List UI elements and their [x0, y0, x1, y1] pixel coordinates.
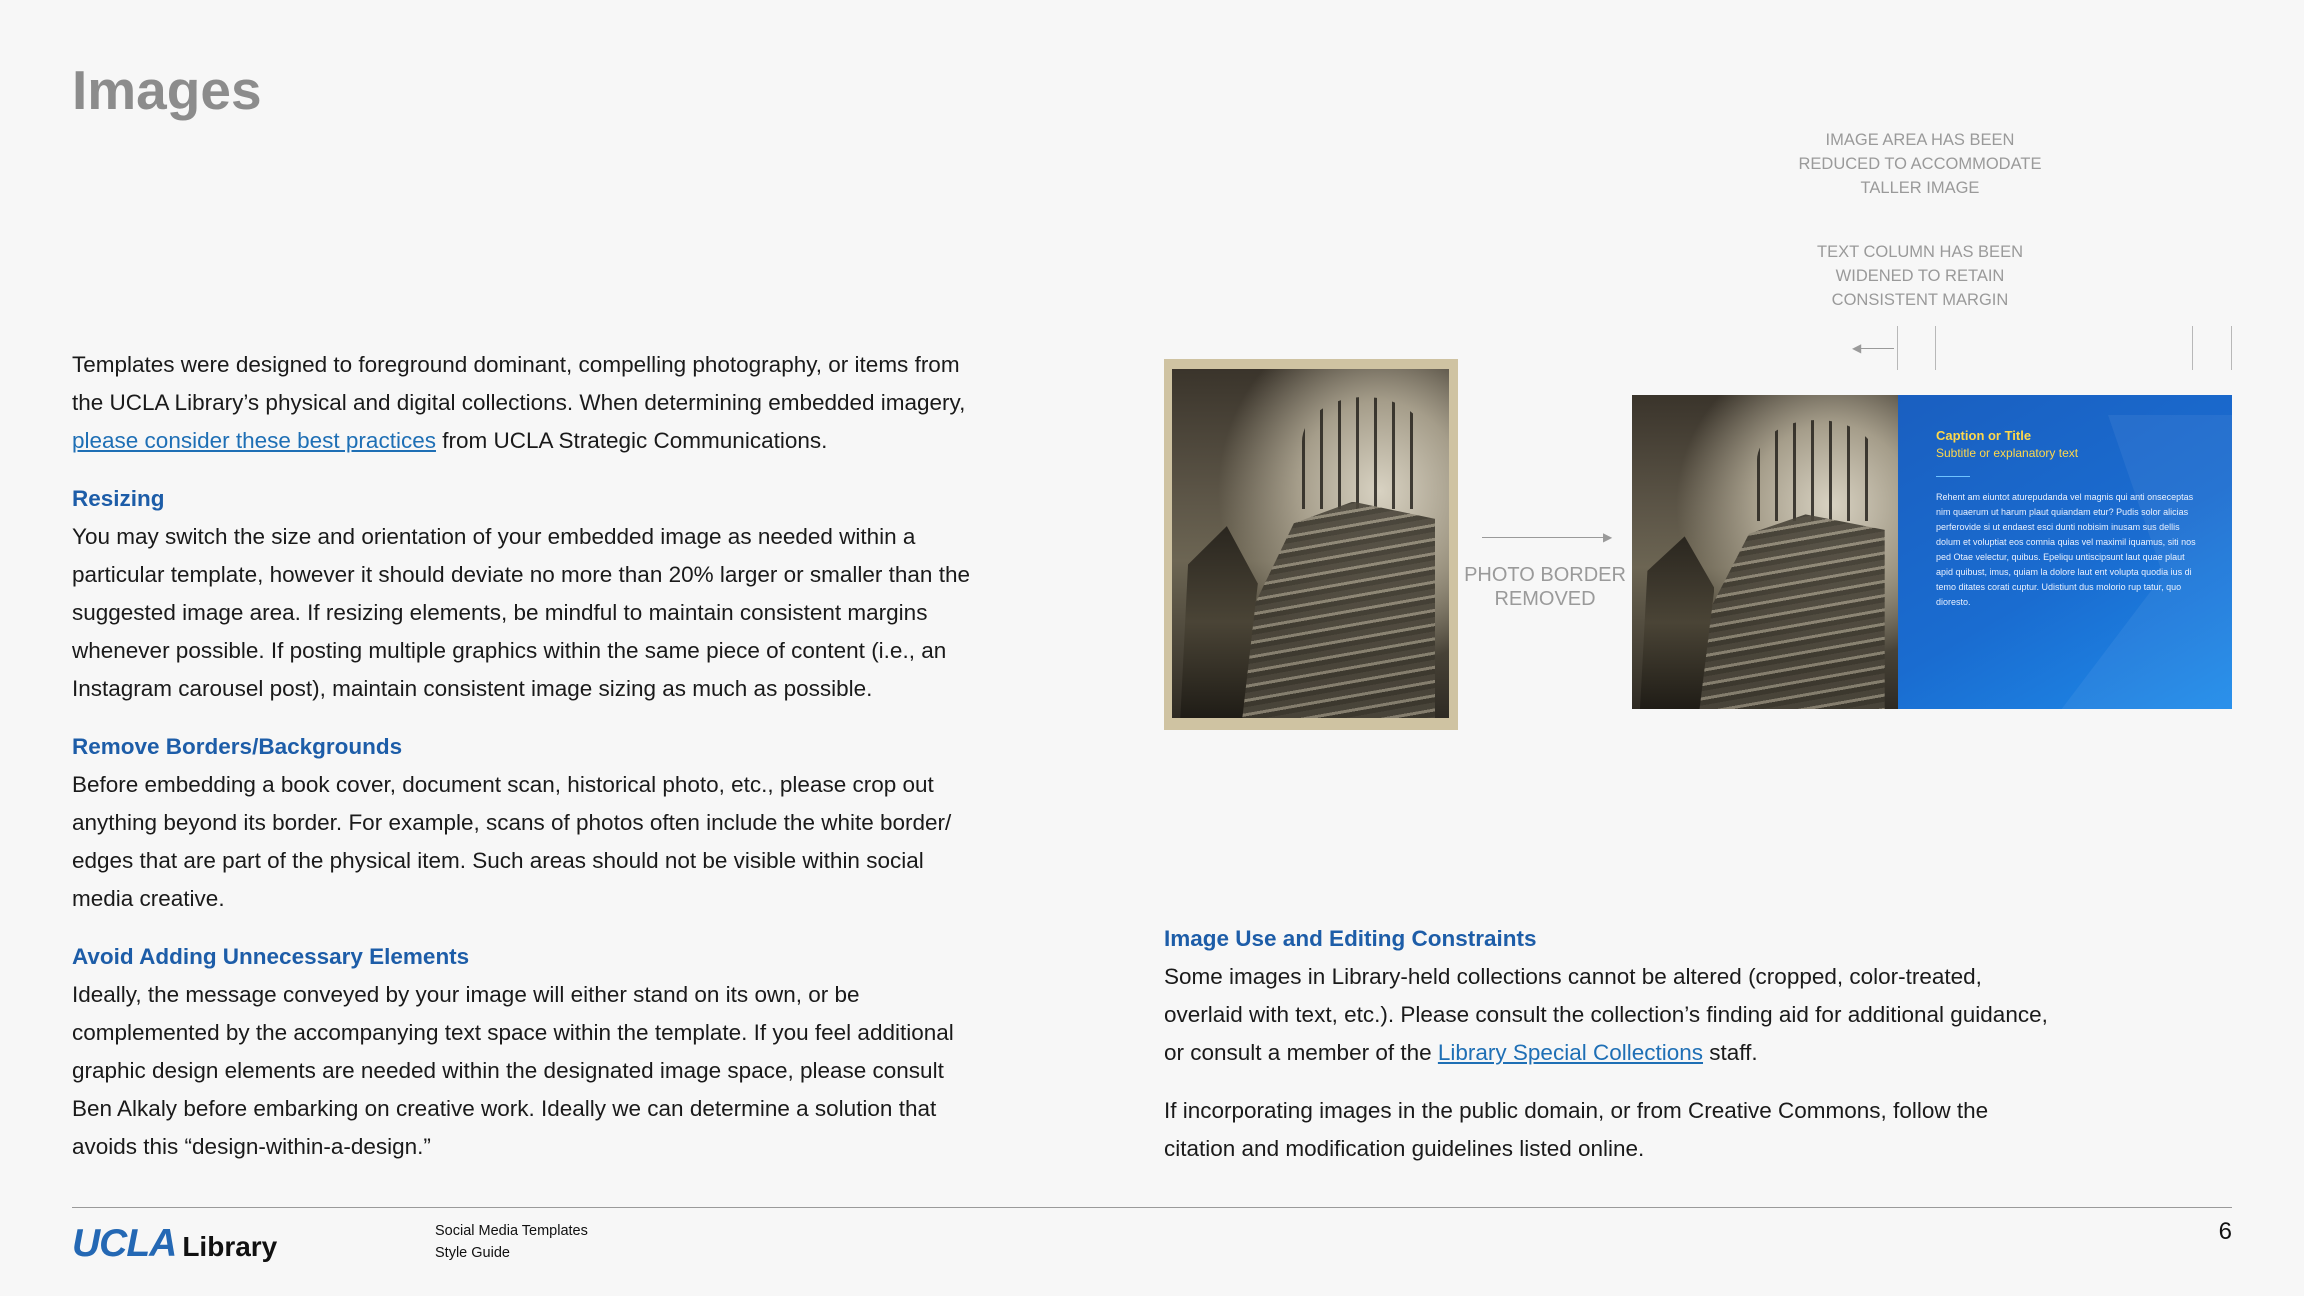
text-column-note: TEXT COLUMN HAS BEEN WIDENED TO RETAIN CONSISTENT MARGIN — [1817, 243, 2023, 309]
cropped-photo — [1632, 395, 1898, 709]
elements-body: Ideally, the message conveyed by your image will either stand on its own, or be complemented by the accompanying text space within the template. If you feel additional graphic design elements are needed within the designated image space, please consult Ben Alkaly before embarking on creative work. Ideally we can determine a solution that avoids this “design-within-a-design.” — [72, 982, 954, 1159]
ucla-library-logo — [72, 1222, 277, 1266]
caption-body: Rehent am eiuntot aturepudanda vel magnis qui anti onseceptas nim quaerum ut harum plaut quiandam etur? Pudis solor alicias perferovide si ut endaest esci dunti nobisim inusam sus dellis dolum et voluptiat eos comnia quias vel maximil iquamus, siti nos ped Otae velectur, quibus. Epeliqu untiscipsunt laut quae plaut apid quibust, imus, quiam la dolore laut ent volupta quodia ius di temo ditates corati cuptur. Udistiunt dus molorio rup tatur, quo dioresto. — [1936, 492, 2196, 607]
footer-divider — [72, 1207, 2232, 1208]
best-practices-link[interactable]: please consider these best practices — [72, 428, 436, 453]
dimension-marker — [1897, 326, 1898, 370]
footer-doc-title — [435, 1220, 588, 1264]
elements-heading: Avoid Adding Unnecessary Elements — [72, 944, 470, 969]
image-area-note: IMAGE AREA HAS BEEN REDUCED TO ACCOMMODATE TALLER IMAGE — [1798, 131, 2042, 197]
logo-library: Library — [182, 1231, 278, 1262]
border-removed-label: PHOTO BORDER REMOVED — [1464, 564, 1626, 610]
logo-ucla: UCLA — [72, 1222, 177, 1265]
resizing-body: You may switch the size and orientation of your embedded image as needed within a particular template, however it should deviate no more than 20% larger or smaller than the suggested image area. If resizing elements, be mindful to maintain consistent margins whenever possible. If posting multiple graphics within the same piece of content (i.e., an Instagram carousel post), maintain consistent image sizing as much as possible. — [72, 524, 970, 701]
left-column — [72, 346, 972, 1186]
intro-paragraph — [72, 346, 972, 460]
reduce-arrow-line — [1858, 348, 1894, 349]
arrow-right-icon: ▶ — [1603, 530, 1613, 544]
transform-arrow-line — [1482, 537, 1607, 538]
resizing-heading: Resizing — [72, 486, 165, 511]
dimension-marker — [2231, 326, 2232, 370]
intro-text: Templates were designed to foreground dominant, compelling photography, or items from the UCLA Library’s physical and digital collections. When determining embedded imagery, — [72, 352, 966, 415]
borders-body: Before embedding a book cover, document scan, historical photo, etc., please crop out anything beyond its border. For example, scans of photos often include the white border/ edges that are part of the physical item. Such areas should not be visible within social media creative. — [72, 772, 952, 911]
borders-heading: Remove Borders/Backgrounds — [72, 734, 403, 759]
footer-line-1: Social Media Templates — [435, 1223, 588, 1239]
constraints-text-end: staff. — [1703, 1040, 1758, 1065]
constraints-text: Some images in Library-held collections cannot be altered (cropped, color-treated, overlaid with text, etc.). Please consult the collection’s finding aid for additional guidance, or consult a member of the — [1164, 964, 2048, 1065]
public-domain-body: If incorporating images in the public domain, or from Creative Commons, follow the citation and modification guidelines listed online. — [1164, 1098, 1989, 1161]
caption-panel — [1898, 395, 2232, 709]
right-column — [1164, 920, 2064, 1188]
caption-subtitle: Subtitle or explanatory text — [1936, 446, 2079, 460]
constraints-body — [1164, 958, 2064, 1072]
special-collections-link[interactable]: Library Special Collections — [1437, 1040, 1704, 1065]
footer-line-2: Style Guide — [435, 1245, 510, 1261]
page-title: Images — [72, 59, 262, 121]
template-preview — [1632, 395, 2232, 709]
intro-text-end: from UCLA Strategic Communications. — [435, 428, 828, 453]
arrow-left-icon: ◀ — [1852, 341, 1862, 355]
dimension-marker — [1935, 326, 1936, 370]
original-photo — [1164, 359, 1458, 730]
dimension-marker — [2192, 326, 2193, 370]
caption-divider — [1936, 476, 1970, 477]
caption-title: Caption or Title — [1936, 428, 2032, 443]
constraints-heading: Image Use and Editing Constraints — [1164, 926, 1537, 951]
page-number: 6 — [2218, 1218, 2232, 1245]
